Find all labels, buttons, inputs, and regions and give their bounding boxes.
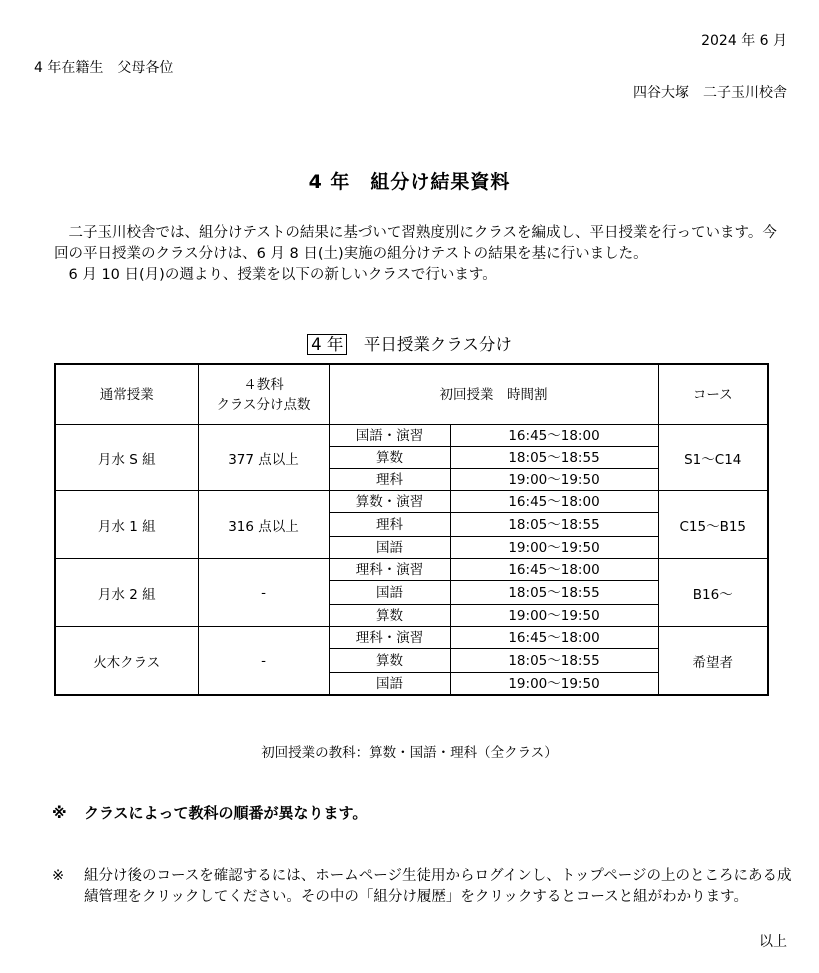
class-table [54,363,769,696]
time-cell: 19:00～19:50 [450,469,658,491]
addressee: 4 年在籍生 父母各位 [34,60,174,76]
subject-cell: 算数 [329,447,450,469]
time-cell: 16:45～18:00 [450,559,658,581]
subject-cell: 国語 [329,581,450,605]
class-name-cell: 月水 S 組 [55,425,198,491]
time-cell: 16:45～18:00 [450,627,658,649]
intro-paragraph-2: 6 月 10 日(月)の週より、授業を以下の新しいクラスで行います。 [68,267,497,283]
header-class: 通常授業 [55,364,198,425]
class-name-cell: 火木クラス [55,627,198,696]
course-cell: C15～B15 [658,491,768,559]
subject-cell: 理科 [329,513,450,537]
subject-cell: 算数 [329,605,450,627]
closing-mark: 以上 [759,934,787,950]
subject-cell: 国語 [329,537,450,559]
document-date: 2024 年 6 月 [701,33,787,49]
header-score-line2: クラス分け点数 [216,396,311,413]
intro-section [54,223,780,286]
note-subjects: 初回授業の教科：算数・国語・理科（全クラス） [261,745,558,761]
time-cell: 16:45～18:00 [450,425,658,447]
header-score [198,364,329,425]
table-title-text: 平日授業クラス分け [347,335,512,354]
subject-cell: 算数 [329,649,450,673]
subject-cell: 理科・演習 [329,559,450,581]
time-cell: 18:05～18:55 [450,513,658,537]
score-cell: - [198,559,329,627]
note-mark: ※ [52,804,67,822]
time-cell: 19:00～19:50 [450,673,658,696]
table-title [0,331,819,355]
score-cell: 316 点以上 [198,491,329,559]
subject-cell: 理科 [329,469,450,491]
table-row [55,491,768,513]
subject-cell: 理科・演習 [329,627,450,649]
time-cell: 18:05～18:55 [450,581,658,605]
subject-cell: 算数・演習 [329,491,450,513]
header-course: コース [658,364,768,425]
course-cell: B16～ [658,559,768,627]
table-header-row [55,364,768,425]
time-cell: 19:00～19:50 [450,537,658,559]
table-body [55,425,768,696]
table-title-grade: 4 年 [307,334,347,355]
note-course-check [52,866,792,908]
table-row [55,425,768,447]
header-score-line1: ４教科 [243,376,284,393]
school-name: 四谷大塚 二子玉川校舎 [633,85,787,101]
course-cell: S1～C14 [658,425,768,491]
time-cell: 18:05～18:55 [450,649,658,673]
note-order [52,802,367,823]
subject-cell: 国語 [329,673,450,696]
course-cell: 希望者 [658,627,768,696]
subject-cell: 国語・演習 [329,425,450,447]
time-cell: 18:05～18:55 [450,447,658,469]
time-cell: 16:45～18:00 [450,491,658,513]
time-cell: 19:00～19:50 [450,605,658,627]
document-title: 4 年 組分け結果資料 [308,171,511,193]
header-schedule: 初回授業 時間割 [329,364,658,425]
note-mark: ※ [52,868,65,884]
note-order-text: クラスによって教科の順番が異なります。 [84,804,368,822]
table-row [55,559,768,581]
note-course-text: 組分け後のコースを確認するには、ホームページ生徒用からログインし、トップページの上のところにある成績管理をクリックしてください。その中の「組分け履歴」をクリックするとコースと組がわかります。 [84,868,792,905]
intro-paragraph-1: 二子玉川校舎では、組分けテストの結果に基づいて習熟度別にクラスを編成し、平日授業を行っています。今回の平日授業のクラス分けは、6 月 8 日(土)実施の組分けテストの結果を基に行いました。 [54,225,777,262]
table-row [55,627,768,649]
class-name-cell: 月水 1 組 [55,491,198,559]
class-name-cell: 月水 2 組 [55,559,198,627]
score-cell: - [198,627,329,696]
score-cell: 377 点以上 [198,425,329,491]
